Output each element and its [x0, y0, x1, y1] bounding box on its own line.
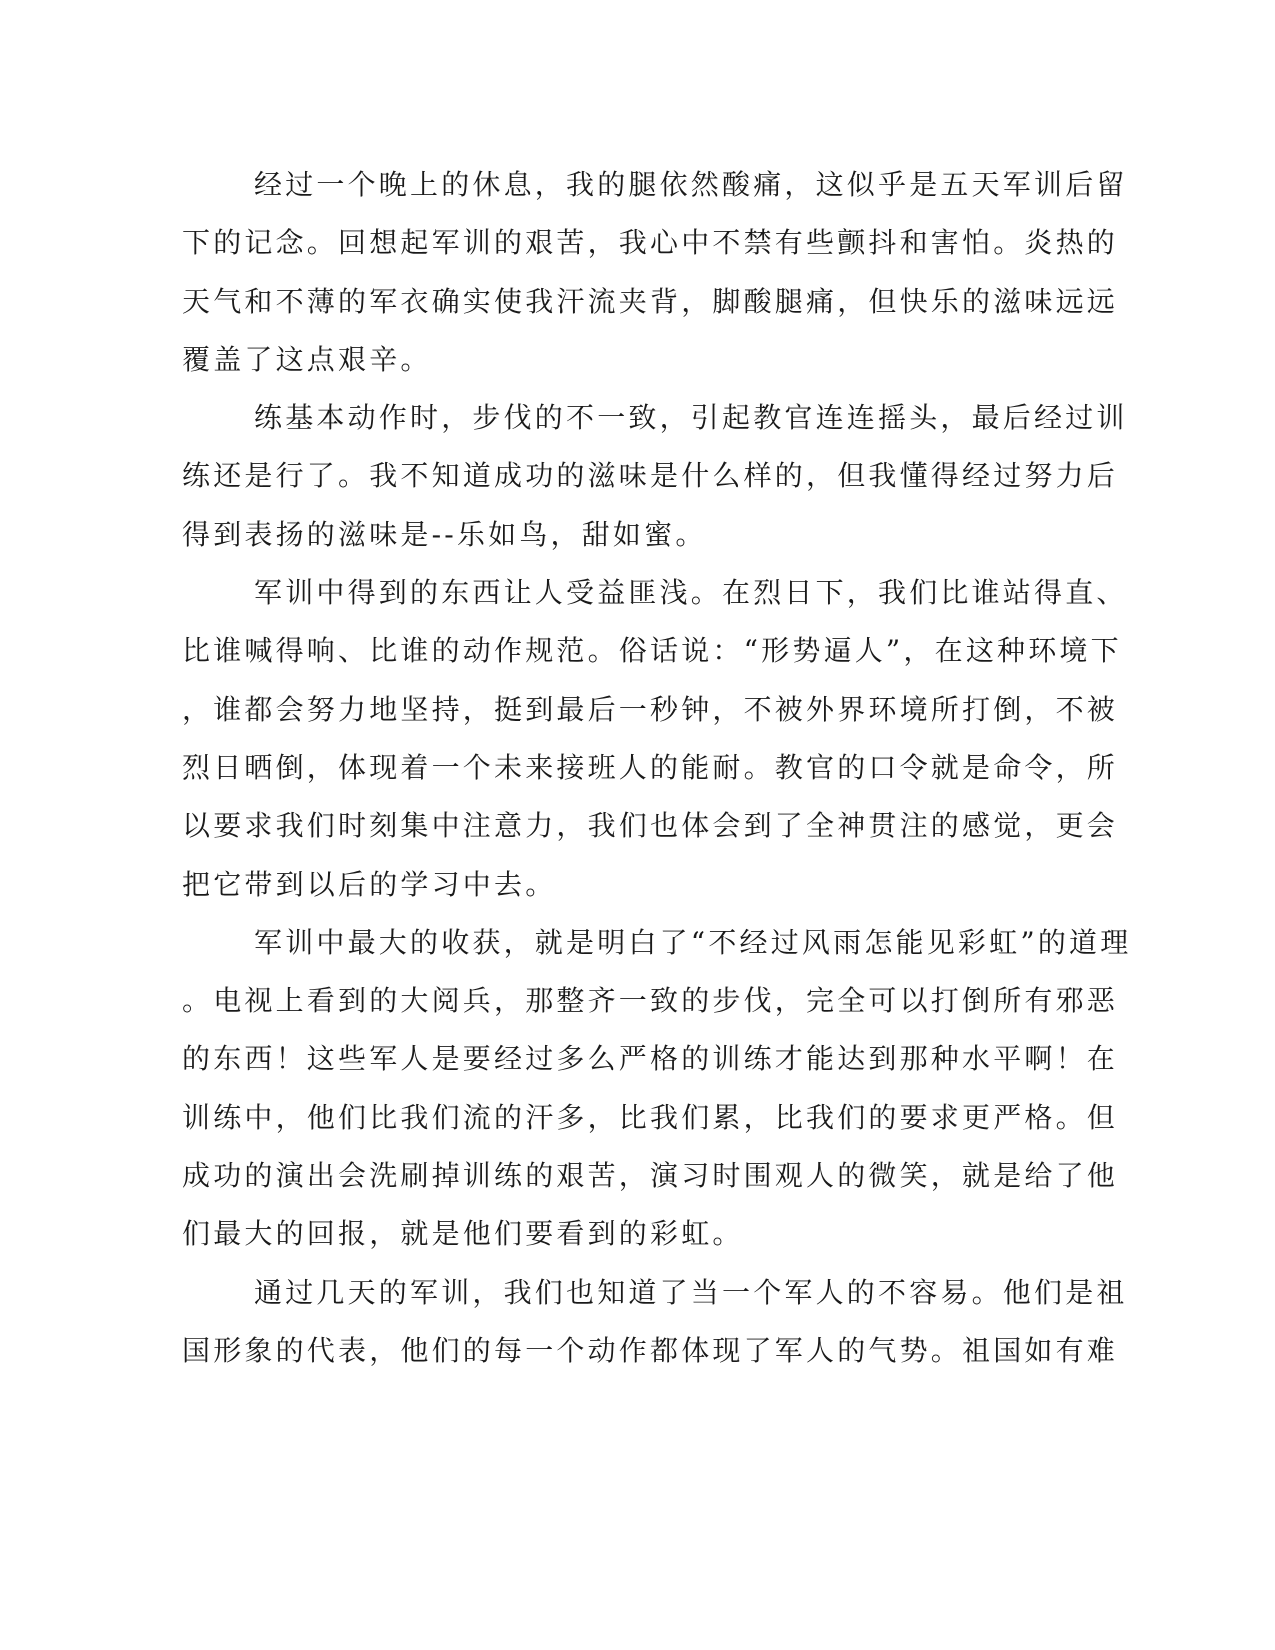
paragraph-1-line-3: 天气和不薄的军衣确实使我汗流夹背，脚酸腿痛，但快乐的滋味远远	[182, 284, 1119, 318]
paragraph-2-line-3: 得到表扬的滋味是--乐如鸟，甜如蜜。	[182, 517, 707, 551]
paragraph-3-line-1: 军训中得到的东西让人受益匪浅。在烈日下，我们比谁站得直、	[254, 576, 1128, 610]
document-body	[182, 156, 1132, 1380]
paragraph-4-line-5: 成功的演出会洗刷掉训练的艰苦，演习时围观人的微笑，就是给了他	[182, 1159, 1119, 1193]
paragraph-4-line-1: 军训中最大的收获，就是明白了“不经过风雨怎能见彩虹”的道理	[254, 925, 1132, 959]
paragraph-3-line-4: 烈日晒倒，体现着一个未来接班人的能耐。教官的口令就是命令，所	[182, 750, 1119, 784]
paragraph-5-line-2: 国形象的代表，他们的每一个动作都体现了军人的气势。祖国如有难	[182, 1333, 1119, 1367]
paragraph-5-line-1: 通过几天的军训，我们也知道了当一个军人的不容易。他们是祖	[254, 1275, 1128, 1309]
paragraph-3-line-5: 以要求我们时刻集中注意力，我们也体会到了全神贯注的感觉，更会	[182, 809, 1119, 843]
paragraph-4-line-3: 的东西！这些军人是要经过多么严格的训练才能达到那种水平啊！在	[182, 1042, 1119, 1076]
paragraph-2-line-2: 练还是行了。我不知道成功的滋味是什么样的，但我懂得经过努力后	[182, 459, 1119, 493]
paragraph-1-line-1: 经过一个晚上的休息，我的腿依然酸痛，这似乎是五天军训后留	[254, 168, 1128, 201]
paragraph-4-line-4: 训练中，他们比我们流的汗多，比我们累，比我们的要求更严格。但	[182, 1100, 1119, 1134]
paragraph-4-line-6: 们最大的回报，就是他们要看到的彩虹。	[182, 1217, 744, 1251]
paragraph-1-line-4: 覆盖了这点艰辛。	[182, 342, 432, 376]
paragraph-1-line-2: 下的记念。回想起军训的艰苦，我心中不禁有些颤抖和害怕。炎热的	[182, 226, 1119, 260]
paragraph-3-line-3: ，谁都会努力地坚持，挺到最后一秒钟，不被外界环境所打倒，不被	[182, 692, 1119, 726]
paragraph-3-line-2: 比谁喊得响、比谁的动作规范。俗话说：“形势逼人”，在这种环境下	[182, 634, 1122, 668]
paragraph-3-line-6: 把它带到以后的学习中去。	[182, 867, 557, 901]
paragraph-2-line-1: 练基本动作时，步伐的不一致，引起教官连连摇头，最后经过训	[254, 401, 1128, 435]
paragraph-4-line-2: 。电视上看到的大阅兵，那整齐一致的步伐，完全可以打倒所有邪恶	[182, 984, 1119, 1018]
